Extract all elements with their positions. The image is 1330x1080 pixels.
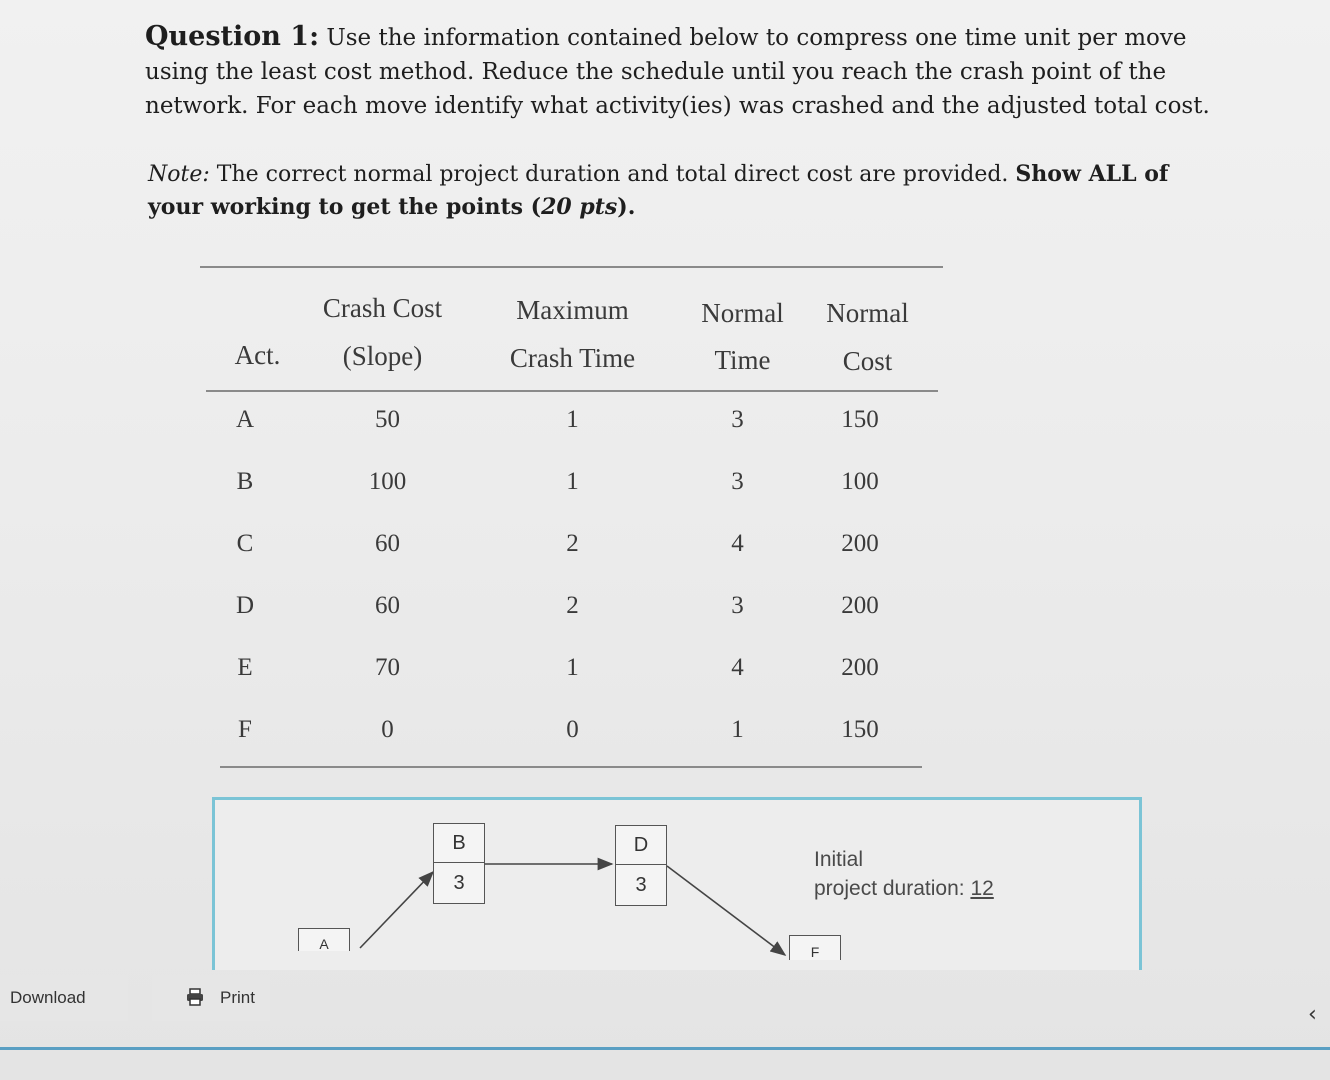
node-d-time: 3 (635, 874, 647, 896)
note-body: The correct normal project duration and total direct cost are provided. (209, 162, 1016, 187)
cell-crash-slope: 70 (375, 654, 400, 681)
header-act: Act. (234, 340, 281, 370)
node-b-time: 3 (453, 872, 465, 894)
node-d (615, 825, 667, 906)
node-a-name: A (319, 936, 329, 951)
header-normal-time-1: Normal (701, 298, 784, 328)
header-normal-cost-1: Normal (826, 298, 909, 328)
cell-max-crash-time: 2 (566, 592, 579, 619)
arrow-a-to-b (360, 872, 433, 948)
download-button[interactable]: Download (0, 975, 128, 1021)
cell-activity: C (236, 530, 254, 557)
node-f-name: F (810, 944, 820, 960)
cell-normal-cost: 100 (841, 468, 879, 495)
header-max-crash-2: Crash Time (509, 343, 636, 373)
note-points: 20 pts (541, 194, 618, 220)
bottom-accent-bar (0, 1047, 1330, 1050)
node-b-name: B (434, 824, 484, 863)
cell-max-crash-time: 1 (566, 468, 579, 495)
cell-normal-time: 1 (731, 716, 744, 743)
cell-crash-slope: 50 (375, 406, 400, 433)
header-max-crash-1: Maximum (516, 295, 629, 325)
cell-max-crash-time: 0 (566, 716, 579, 743)
cell-normal-time: 4 (731, 654, 744, 681)
node-d-name: D (616, 826, 666, 865)
project-duration-text: project duration: (814, 877, 971, 900)
initial-label-line2 (814, 874, 994, 903)
cell-normal-time: 3 (731, 592, 744, 619)
header-normal-cost-2: Cost (842, 346, 893, 376)
cell-normal-time: 3 (731, 468, 744, 495)
print-button[interactable] (152, 975, 270, 1021)
cell-normal-cost: 200 (841, 530, 879, 557)
initial-duration-label (814, 845, 994, 903)
cell-activity: A (235, 406, 255, 433)
note-label: Note: (148, 162, 210, 187)
cell-normal-cost: 150 (841, 406, 879, 433)
cell-normal-time: 4 (731, 530, 744, 557)
cell-max-crash-time: 2 (566, 530, 579, 557)
cell-max-crash-time: 1 (566, 654, 579, 681)
cell-normal-cost: 150 (841, 716, 879, 743)
cell-normal-cost: 200 (841, 654, 879, 681)
print-label: Print (220, 988, 255, 1007)
cell-crash-slope: 60 (375, 592, 400, 619)
question-label: Question 1: (145, 21, 320, 52)
chevron-left-icon[interactable]: ‹ (1308, 1002, 1317, 1027)
node-f-partial (789, 935, 841, 960)
node-a-partial (298, 928, 350, 951)
header-normal-time-2: Time (714, 345, 771, 375)
cell-activity: D (235, 592, 255, 619)
cell-crash-slope: 0 (381, 716, 394, 743)
cell-activity: B (236, 468, 254, 495)
cell-activity: E (237, 654, 253, 681)
header-crash-cost-1: Crash Cost (322, 293, 443, 323)
node-b (433, 823, 485, 904)
cell-activity: F (238, 716, 252, 743)
cell-normal-cost: 200 (841, 592, 879, 619)
header-crash-cost-2: (Slope) (342, 341, 423, 371)
note-bold-text: Show ALL of your working to get the points ( (148, 161, 1169, 220)
cell-normal-time: 3 (731, 406, 744, 433)
question-body: Use the information contained below to compress one time unit per move using the least cost method. Reduce the schedule until you reach the crash point of the network. For each move identify what activity(ies) was crashed and the adjusted total cost. (145, 25, 1210, 119)
cell-max-crash-time: 1 (566, 406, 579, 433)
note-bold-end: ). (617, 194, 636, 220)
initial-label-line1: Initial (814, 848, 864, 871)
arrow-d-to-f (667, 866, 785, 955)
cell-crash-slope: 100 (368, 468, 407, 495)
project-duration-value: 12 (970, 877, 994, 900)
cell-crash-slope: 60 (375, 530, 400, 557)
printer-icon (186, 988, 204, 1006)
